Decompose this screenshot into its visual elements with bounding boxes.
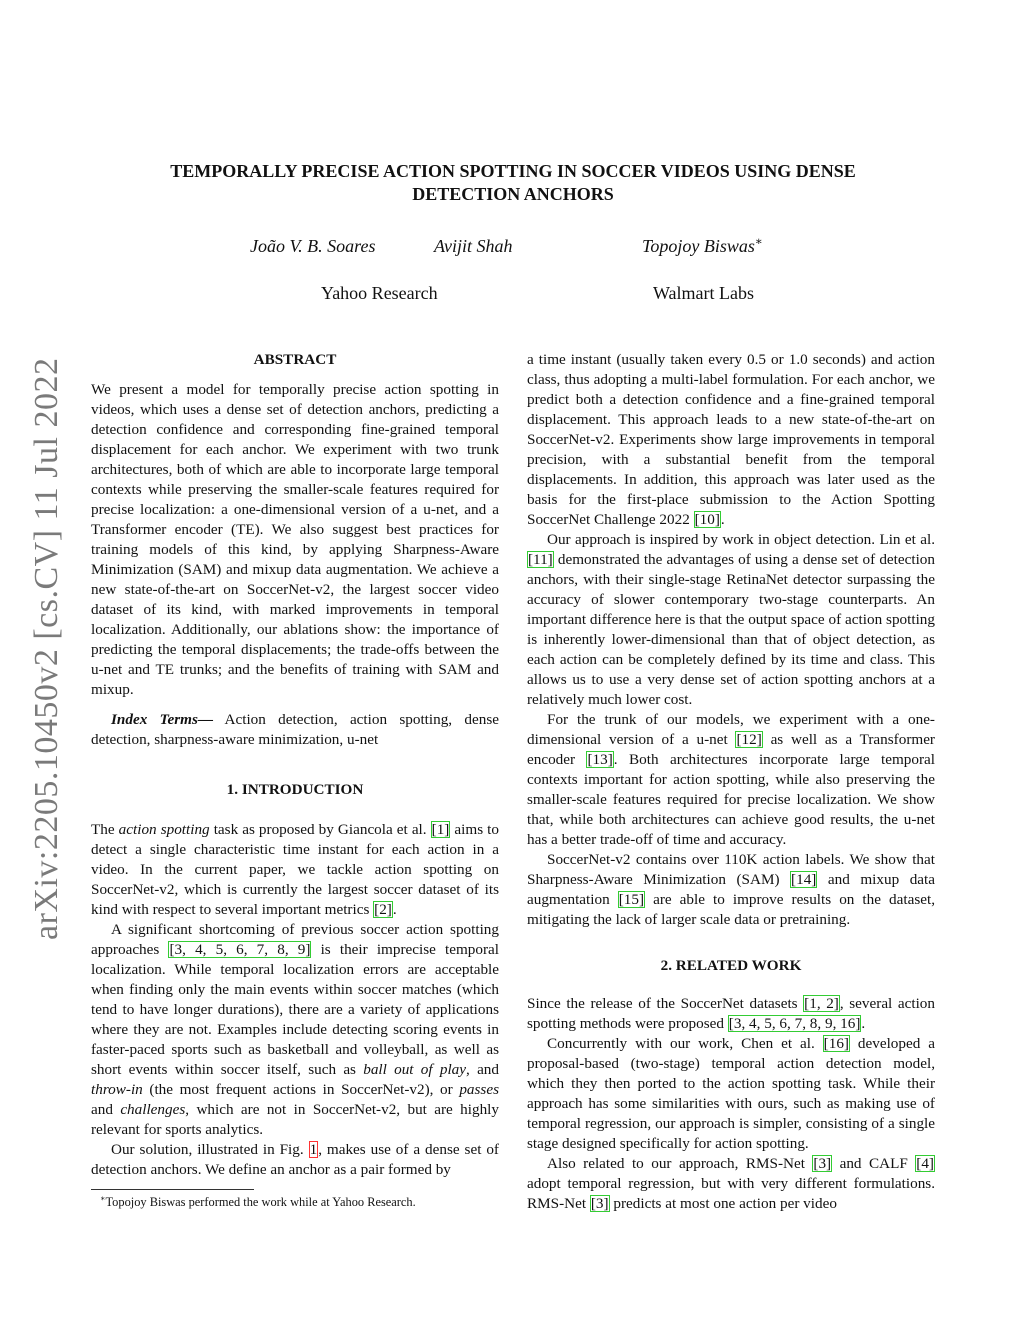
intro-paragraph-1: [91, 820, 499, 920]
intro-paragraph-3: [91, 1140, 499, 1180]
citation-link[interactable]: [4]: [916, 1155, 934, 1172]
left-column: [91, 350, 499, 1180]
intro-paragraph-2: [91, 920, 499, 1140]
citation-link[interactable]: [11]: [528, 551, 553, 568]
footnote-text: Topojoy Biswas performed the work while at Yahoo Research.: [105, 1195, 416, 1209]
related-paragraph-3: [527, 1154, 935, 1214]
index-terms: [91, 710, 499, 750]
text-run: Since the release of the SoccerNet datasets: [527, 995, 804, 1012]
paper-title: [80, 160, 946, 206]
text-run: Also related to our approach, RMS-Net: [547, 1155, 813, 1172]
text-run: .: [720, 511, 725, 528]
text-run: Our solution, illustrated in Fig.: [111, 1141, 309, 1158]
citation-link[interactable]: [3, 4, 5, 6, 7, 8, 9, 16]: [728, 1015, 861, 1032]
text-run: .: [392, 901, 397, 918]
citation-link[interactable]: [12]: [736, 731, 762, 748]
abstract-text: We present a model for temporally precise action spotting in videos, which uses a dense set of detection anchors, predicting a detection confidence and corresponding fine-grained temporal displacement for each anchor. We experiment with two trunk architectures, both of which are able to incorporate large temporal contexts while preserving the smaller-scale features required for precise localization: a one-dimensional version of a u-net, and a Transformer encoder (TE). We also suggest best practices for training models of this kind, by applying Sharpness-Aware Minimization (SAM) and mixup data augmentation. We achieve a new state-of-the-art on SoccerNet-v2, the largest soccer video dataset of its kind, with marked improvements in temporal localization. Additionally, our ablations show: the importance of predicting the temporal displacements; the trade-offs between the u-net and TE trunks; and the benefits of training with SAM and mixup.: [91, 381, 499, 698]
title-line-1: TEMPORALLY PRECISE ACTION SPOTTING IN SOCCER VIDEOS USING DENSE: [170, 161, 856, 181]
author-3-name: Topojoy Biswas: [642, 236, 755, 256]
text-run: (the most frequent actions in SoccerNet-v2), or: [142, 1081, 460, 1098]
citation-link[interactable]: [3, 4, 5, 6, 7, 8, 9]: [169, 941, 311, 958]
index-terms-label: Index Terms—: [111, 711, 214, 728]
footnote-mark: ∗: [100, 1193, 106, 1203]
author-3: [642, 236, 763, 257]
citation-link[interactable]: [1, 2]: [804, 995, 839, 1012]
citation-link[interactable]: [13]: [587, 751, 613, 768]
text-run: aims to detect a single characteristic time instant for each action in a video. In the current paper, we tackle action spotting on SoccerNet-v2, which is currently the largest soccer dataset of its kind with respect to several important metrics: [91, 821, 499, 918]
right-paragraph-2: [527, 530, 935, 710]
citation-link[interactable]: [2]: [374, 901, 392, 918]
right-column: [527, 350, 935, 1214]
text-run: is their imprecise temporal localization. While temporal localization errors are acceptable when finding only the main events within soccer matches (which tend to have longer durations), there are a variety of applications where they are not. Examples include detecting scoring events in faster-paced sports such as basketball and volleyball, as well as short events within soccer itself, such as: [91, 941, 499, 1078]
text-run: Our approach is inspired by work in object detection. Lin et al.: [547, 531, 935, 548]
text-run: predicts at most one action per video: [609, 1195, 837, 1212]
text-run: , which are not in SoccerNet-v2, but are highly relevant for sports analytics.: [91, 1101, 499, 1138]
text-run: a time instant (usually taken every 0.5 or 1.0 seconds) and action class, thus adopting a multi-label formulation. For each anchor, we predict both a detection confidence and a fine-grained temporal displacement. This approach leads to a new state-of-the-art on SoccerNet-v2. Experiments show large improvements in temporal precision, with a substantial benefit from the temporal displacements. In addition, this approach was later used as the basis for the first-place submission to the Action Spotting SoccerNet Challenge 2022: [527, 351, 935, 528]
text-run: are able to improve results on the dataset, mitigating the lack of larger scale data or pretraining.: [527, 891, 935, 928]
text-run: The: [91, 821, 119, 838]
text-run: as well as a Transformer encoder: [527, 731, 935, 768]
related-work-heading: 2. RELATED WORK: [660, 957, 802, 974]
right-paragraph-4: [527, 850, 935, 930]
text-run: Concurrently with our work, Chen et al.: [547, 1035, 823, 1052]
citation-link[interactable]: [1]: [431, 821, 450, 838]
introduction-heading: 1. INTRODUCTION: [226, 781, 364, 798]
citation-link[interactable]: [15]: [618, 891, 645, 908]
emphasis: action spotting: [118, 821, 210, 838]
emphasis: passes: [459, 1081, 499, 1098]
affiliation-left: Yahoo Research: [321, 283, 438, 303]
text-run: A significant shortcoming of previous soccer action spotting approaches: [91, 921, 499, 958]
text-run: demonstrated the advantages of using a dense set of detection anchors, with their single-stage RetinaNet detector surpassing the accuracy of slower contemporary two-stage counterparts. An important difference here is that the output space of action spotting is inherently lower-dimensional than that of object detection, as each action can be completely defined by its time and class. This allows us to use a very dense set of action spotting anchors at a relatively much lower cost.: [527, 551, 935, 708]
text-run: task as proposed by Giancola et al.: [209, 821, 431, 838]
text-run: For the trunk of our models, we experiment with a one-dimensional version of a u-net: [527, 711, 935, 748]
footnote-divider: [91, 1189, 254, 1190]
text-run: and: [91, 1101, 121, 1118]
citation-link[interactable]: [3]: [590, 1195, 609, 1212]
text-run: , makes use of a dense set of detection anchors. We define an anchor as a pair formed by: [91, 1141, 499, 1178]
text-run: . Both architectures incorporate large temporal contexts important for action spotting, while also preserving the smaller-scale features required for precise localization. We show that, while both architectures can achieve good results, the u-net has a better trade-off of time and accuracy.: [527, 751, 936, 848]
author-2: Avijit Shah: [434, 236, 513, 256]
author-3-footnote-mark: ∗: [754, 235, 763, 248]
citation-link[interactable]: [16]: [823, 1035, 849, 1052]
citation-link[interactable]: [3]: [813, 1155, 832, 1172]
related-paragraph-2: [527, 1034, 935, 1154]
footnote: [100, 1195, 416, 1210]
text-run: , several action spotting methods were proposed: [527, 995, 935, 1032]
emphasis: ball out of play: [363, 1061, 467, 1078]
arxiv-identifier: arXiv:2205.10450v2 [cs.CV] 11 Jul 2022: [28, 357, 65, 940]
text-run: .: [861, 1015, 866, 1032]
right-paragraph-1: [527, 350, 935, 530]
figure-link[interactable]: 1: [309, 1141, 318, 1158]
text-run: and mixup data augmentation: [527, 871, 935, 908]
emphasis: challenges: [120, 1101, 186, 1118]
affiliation-right: Walmart Labs: [653, 283, 755, 303]
abstract-heading: ABSTRACT: [253, 351, 337, 368]
citation-link[interactable]: [10]: [694, 511, 720, 528]
text-run: SoccerNet-v2 contains over 110K action labels. We show that Sharpness-Aware Minimization (SAM): [527, 851, 935, 888]
related-paragraph-1: [527, 994, 935, 1034]
text-run: , and: [466, 1061, 499, 1078]
title-line-2: DETECTION ANCHORS: [412, 184, 614, 204]
text-run: developed a proposal-based (two-stage) temporal action detection model, which they then ported to the action spotting task. While their approach has some similarities with ours, such as making use of temporal regression, our approach is simpler, consisting of a single stage designed specifically for action spotting.: [527, 1035, 935, 1152]
index-terms-text: Action detection, action spotting, dense detection, sharpness-aware minimization, u-net: [91, 711, 499, 748]
author-1: João V. B. Soares: [250, 236, 376, 256]
citation-link[interactable]: [14]: [791, 871, 817, 888]
text-run: and CALF: [832, 1155, 916, 1172]
text-run: adopt temporal regression, but with very different formulations. RMS-Net: [527, 1175, 935, 1212]
right-paragraph-3: [527, 710, 935, 850]
emphasis: throw-in: [91, 1081, 143, 1098]
